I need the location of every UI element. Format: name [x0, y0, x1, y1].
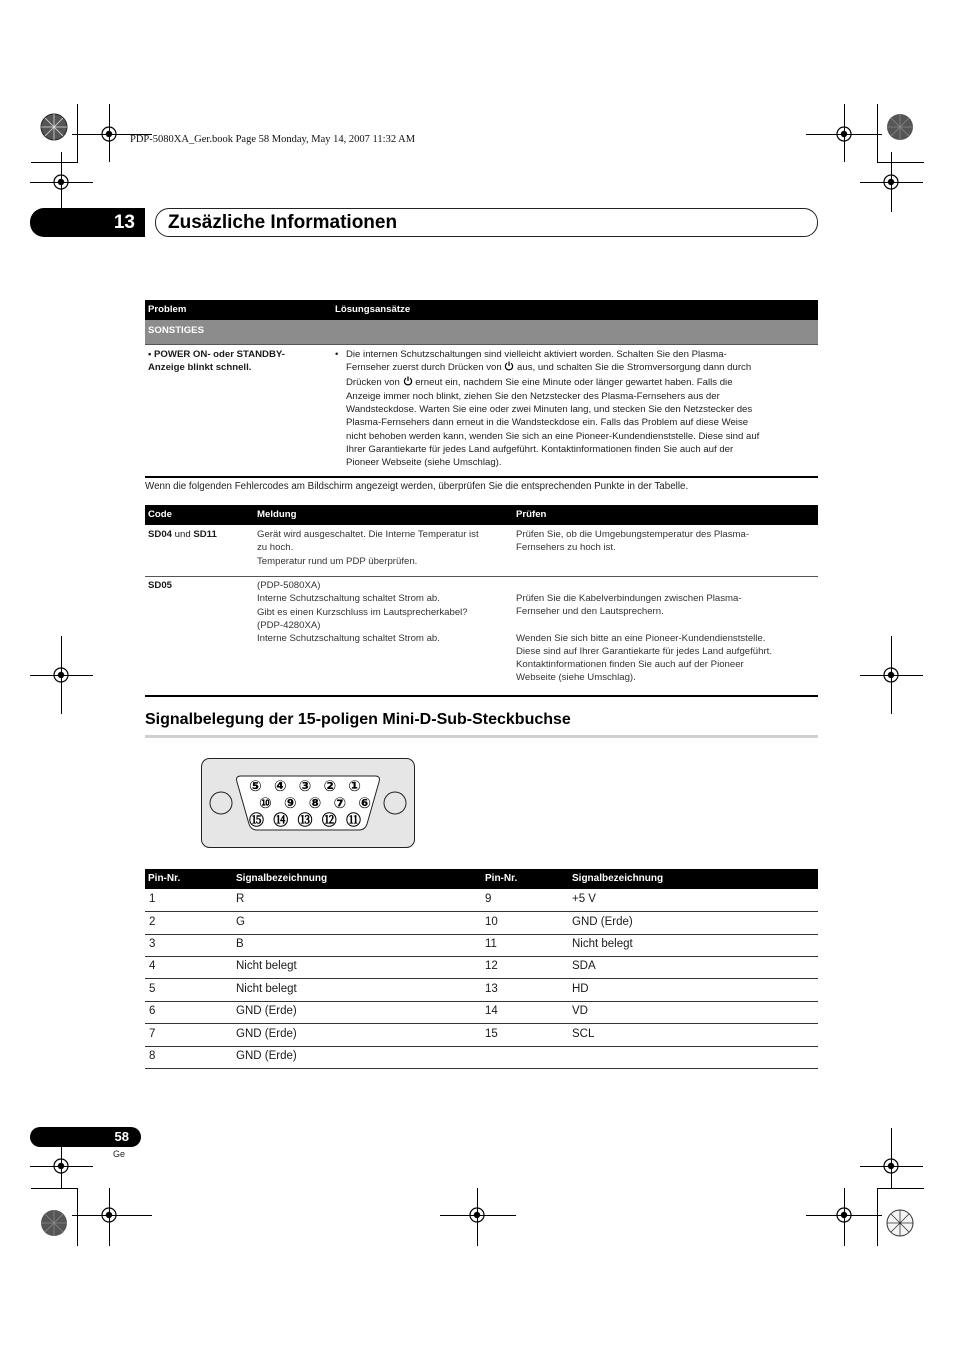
registration-mark-icon	[96, 1202, 122, 1228]
table-row: 5 Nicht belegt 13 HD	[145, 979, 818, 1002]
registration-mark-icon	[878, 662, 904, 688]
solution-line: Wandsteckdose. Warten Sie eine oder zwei Minuten lang, und stecken Sie den Netzstecker des	[346, 404, 753, 416]
solution-line: Pioneer Webseite (siehe Umschlag).	[346, 457, 502, 469]
problem-line: • POWER ON- oder STANDBY-	[148, 349, 285, 360]
header-code: Code	[148, 509, 172, 520]
header-check: Prüfen	[516, 509, 547, 520]
language-code: Ge	[113, 1149, 126, 1159]
pin-labels	[247, 778, 377, 829]
starburst-icon	[39, 112, 69, 142]
registration-mark-icon	[464, 1202, 490, 1228]
table-row	[145, 577, 818, 693]
header-pin: Pin-Nr.	[148, 873, 181, 884]
chapter-title: Zusäzliche Informationen	[168, 212, 398, 233]
bullet: •	[335, 349, 339, 360]
header-signal: Signalbezeichnung	[236, 873, 328, 884]
pin-row: ⑩ ⑨ ⑧ ⑦ ⑥	[259, 795, 371, 812]
error-code-table	[145, 505, 818, 697]
file-header: PDP-5080XA_Ger.book Page 58 Monday, May 14, 2007 11:32 AM	[130, 134, 416, 145]
registration-mark-icon	[878, 1153, 904, 1179]
table-row	[145, 344, 818, 475]
registration-mark-icon	[48, 662, 74, 688]
header-solutions: Lösungsansätze	[335, 304, 411, 315]
solution-line: Plasma-Fernsehers dann erneut in die Wandsteckdose ein. Falls das Problem auf diese Weise	[346, 417, 749, 429]
header-pin: Pin-Nr.	[485, 873, 518, 884]
problem-cell	[148, 348, 285, 375]
section-label: SONSTIGES	[148, 325, 204, 336]
check-cell: Prüfen Sie die Kabelverbindungen zwischen Plasma- Fernseher und den Lautsprechern. Wenden Sie sich bitte an eine Pioneer-Kundendienststelle. Diese sind auf Ihrer Garantiekarte für jedes Land aufgeführt. Kontaktinformationen finden Sie auch auf der Pioneer Webseite (siehe Umschlag).	[516, 593, 772, 684]
table-row: 1 R 9 +5 V	[145, 889, 818, 912]
table-row: 6 GND (Erde) 14 VD	[145, 1001, 818, 1024]
registration-mark-icon	[831, 1202, 857, 1228]
header-signal: Signalbezeichnung	[572, 873, 664, 884]
table-row	[145, 525, 818, 577]
table-row: 8 GND (Erde)	[145, 1046, 818, 1069]
power-icon	[403, 376, 413, 390]
starburst-icon	[885, 112, 915, 142]
starburst-icon	[39, 1208, 69, 1238]
chapter-bar	[30, 208, 818, 237]
problem-line: Anzeige blinkt schnell.	[148, 362, 252, 374]
chapter-title-box	[155, 208, 818, 237]
registration-mark-icon	[831, 121, 857, 147]
check-cell: Prüfen Sie, ob die Umgebungstemperatur des Plasma- Fernsehers zu hoch ist.	[516, 529, 750, 554]
power-icon	[504, 361, 514, 375]
starburst-icon	[885, 1208, 915, 1238]
registration-mark-icon	[48, 1153, 74, 1179]
page-number-bar	[30, 1127, 141, 1147]
section-row	[145, 320, 818, 344]
message-cell: Gerät wird ausgeschaltet. Die Interne Temperatur ist zu hoch. Temperatur rund um PDP überprüfen.	[257, 529, 479, 567]
solution-line: Die internen Schutzschaltungen sind vielleicht aktiviert worden. Schalten Sie den Plasma-	[346, 349, 727, 360]
header-message: Meldung	[257, 509, 297, 520]
chapter-number: 13	[30, 208, 145, 237]
registration-mark-icon	[878, 169, 904, 195]
section-title: Signalbelegung der 15-poligen Mini-D-Sub-Steckbuchse	[145, 711, 571, 728]
code-cell: SD05	[148, 580, 172, 591]
message-cell: (PDP-5080XA) Interne Schutzschaltung schaltet Strom ab. Gibt es einen Kurzschluss im Lautsprecherkabel? (PDP-4280XA) Interne Schutzschaltung schaltet Strom ab.	[257, 580, 468, 645]
registration-mark-icon	[48, 169, 74, 195]
table-header	[145, 300, 818, 320]
solution-line: Fernseher zuerst durch Drücken von aus, und schalten Sie die Stromversorgung dann durch	[346, 361, 816, 375]
table-row: 7 GND (Erde) 15 SCL	[145, 1024, 818, 1047]
table-header	[145, 505, 818, 525]
pin-assignment-table	[145, 869, 818, 1070]
pin-row: ⑤ ④ ③ ② ①	[249, 778, 361, 795]
table-header	[145, 869, 818, 889]
intro-text: Wenn die folgenden Fehlercodes am Bildschirm angezeigt werden, überprüfen Sie die entsprechenden Punkte in der Tabelle.	[145, 481, 689, 492]
table-row: 3 B 11 Nicht belegt	[145, 934, 818, 957]
solution-line: Anzeige immer noch blinkt, ziehen Sie den Netzstecker des Plasma-Fernsehers aus der	[346, 390, 720, 402]
troubleshooting-table	[145, 300, 818, 478]
solution-cell	[346, 348, 816, 470]
table-row: 4 Nicht belegt 12 SDA	[145, 956, 818, 979]
pin-row: ⑮ ⑭ ⑬ ⑫ ⑪	[249, 812, 361, 829]
registration-mark-icon	[96, 121, 122, 147]
page-number: 58	[114, 1129, 129, 1144]
table-row: 2 G 10 GND (Erde)	[145, 912, 818, 935]
solution-line: Ihrer Garantiekarte für jedes Land aufgeführt. Kontaktinformationen finden Sie auch auf der	[346, 444, 734, 456]
d-sub-connector-diagram	[201, 758, 416, 849]
solution-line: nicht behoben werden kann, wenden Sie sich an eine Pioneer-Kundendienststelle. Diese sind auf	[346, 430, 760, 442]
section-divider	[145, 735, 818, 738]
code-cell: SD04 und SD11	[148, 529, 217, 540]
solution-line: Drücken von erneut ein, nachdem Sie eine Minute oder länger gewartet haben. Falls die	[346, 376, 816, 390]
header-problem: Problem	[148, 304, 187, 315]
